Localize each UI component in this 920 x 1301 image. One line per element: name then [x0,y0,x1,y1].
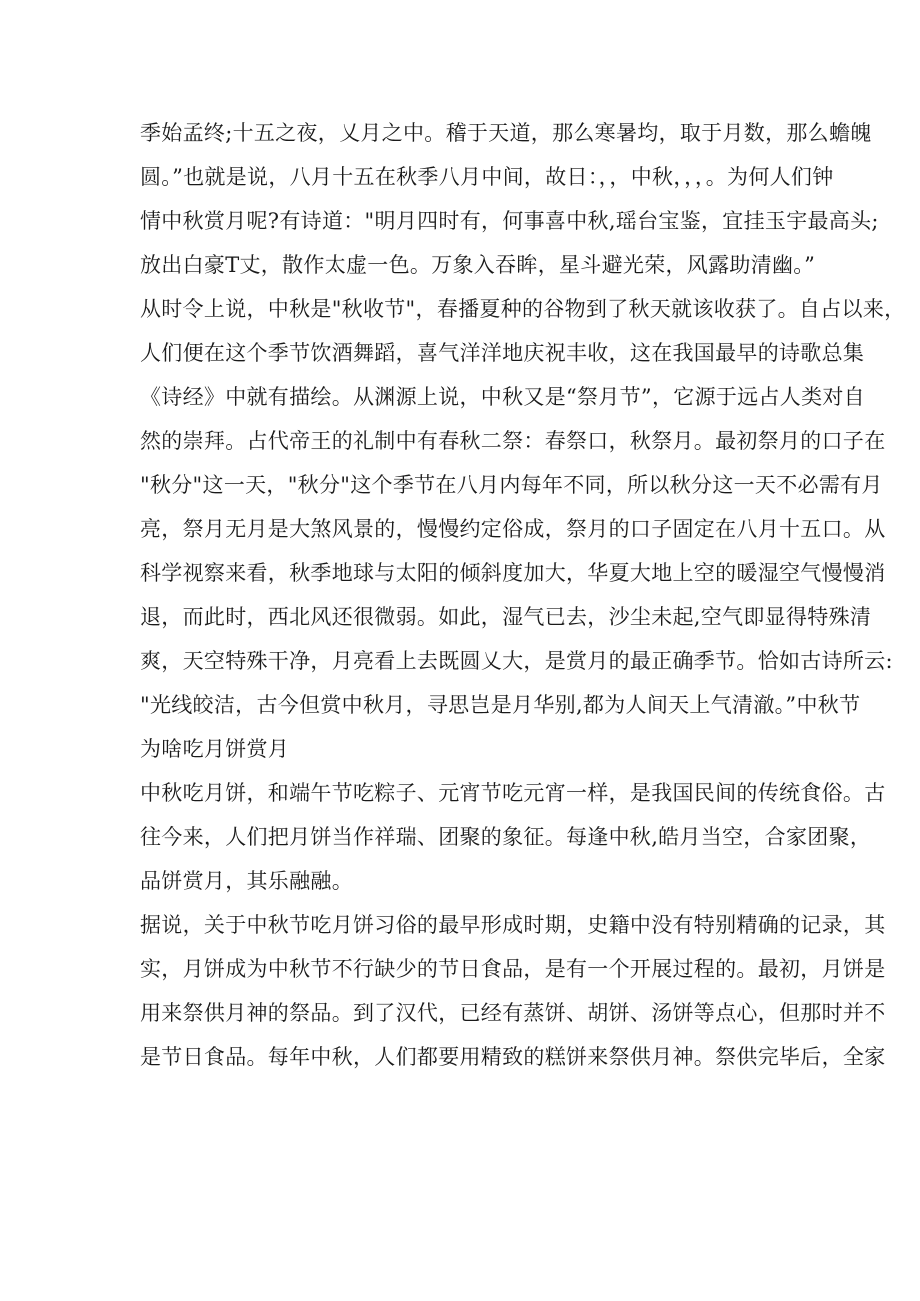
text-line: 放出白豪T丈，散作太虚一色。万象入吞眸，星斗避光荣，风露助清幽。” [140,253,816,277]
text-line: 中秋吃月饼，和端午节吃粽子、元宵节吃元宵一样，是我国民间的传统食俗。古 [140,781,886,805]
text-line: 人们便在这个季节饮酒舞蹈，喜气洋洋地庆祝丰收，这在我国最早的诗歌总集 [140,341,865,365]
text-line: 情中秋赏月呢?有诗道："明月四时有，何事喜中秋,瑶台宝鉴，宜挂玉宇最高头; [140,209,879,233]
text-line: 从时令上说，中秋是"秋收节"，春播夏种的谷物到了秋天就该收获了。自占以来， [140,297,906,321]
text-line: 往今来，人们把月饼当作祥瑞、团聚的象征。每逢中秋,皓月当空，合家团聚， [140,825,872,849]
text-line: 是节日食品。每年中秋，人们都要用精致的糕饼来祭供月神。祭供完毕后，全家 [140,1045,886,1069]
text-line: 据说，关于中秋节吃月饼习俗的最早形成时期，史籍中没有特别精确的记录，其 [140,913,886,937]
text-line: 圆。”也就是说，八月十五在秋季八月中间，故日：，，中秋，，，。为何人们钟 [140,165,834,189]
text-line: 实，月饼成为中秋节不行缺少的节日食品，是有一个开展过程的。最初，月饼是 [140,957,886,981]
text-line: 用来祭供月神的祭品。到了汉代，已经有蒸饼、胡饼、汤饼等点心，但那时并不 [140,1001,886,1025]
text-line: 科学视察来看，秋季地球与太阳的倾斜度加大，华夏大地上空的暖湿空气慢慢消 [140,561,886,585]
text-line: 亮，祭月无月是大煞风景的，慢慢约定俗成，祭月的口子固定在八月十五口。从 [140,517,886,541]
text-line: 退，而此时，西北风还很微弱。如此，湿气已去，沙尘未起,空气即显得特殊清 [140,605,872,629]
text-line: "秋分"这一天，"秋分"这个季节在八月内每年不同，所以秋分这一天不必需有月 [140,473,883,497]
text-line: 然的崇拜。占代帝王的礼制中有春秋二祭：春祭口，秋祭月。最初祭月的口子在 [140,429,886,453]
section-heading: 为啥吃月饼赏月 [140,737,290,761]
text-line: 《诗经》中就有描绘。从渊源上说，中秋又是“祭月节”，它源于远占人类对自 [140,385,865,409]
text-line: 季始孟终;十五之夜，乂月之中。稽于天道，那么寒暑均，取于月数，那么蟾魄 [140,121,872,145]
text-line: "光线皎洁，古今但赏中秋月，寻思岂是月华别,都为人间天上气清澈。”中秋节 [140,693,861,717]
text-line: 品饼赏月，其乐融融。 [140,869,353,893]
text-line: 爽，天空特殊干净，月亮看上去既圆乂大，是赏月的最正确季节。恰如古诗所云: [140,649,893,673]
